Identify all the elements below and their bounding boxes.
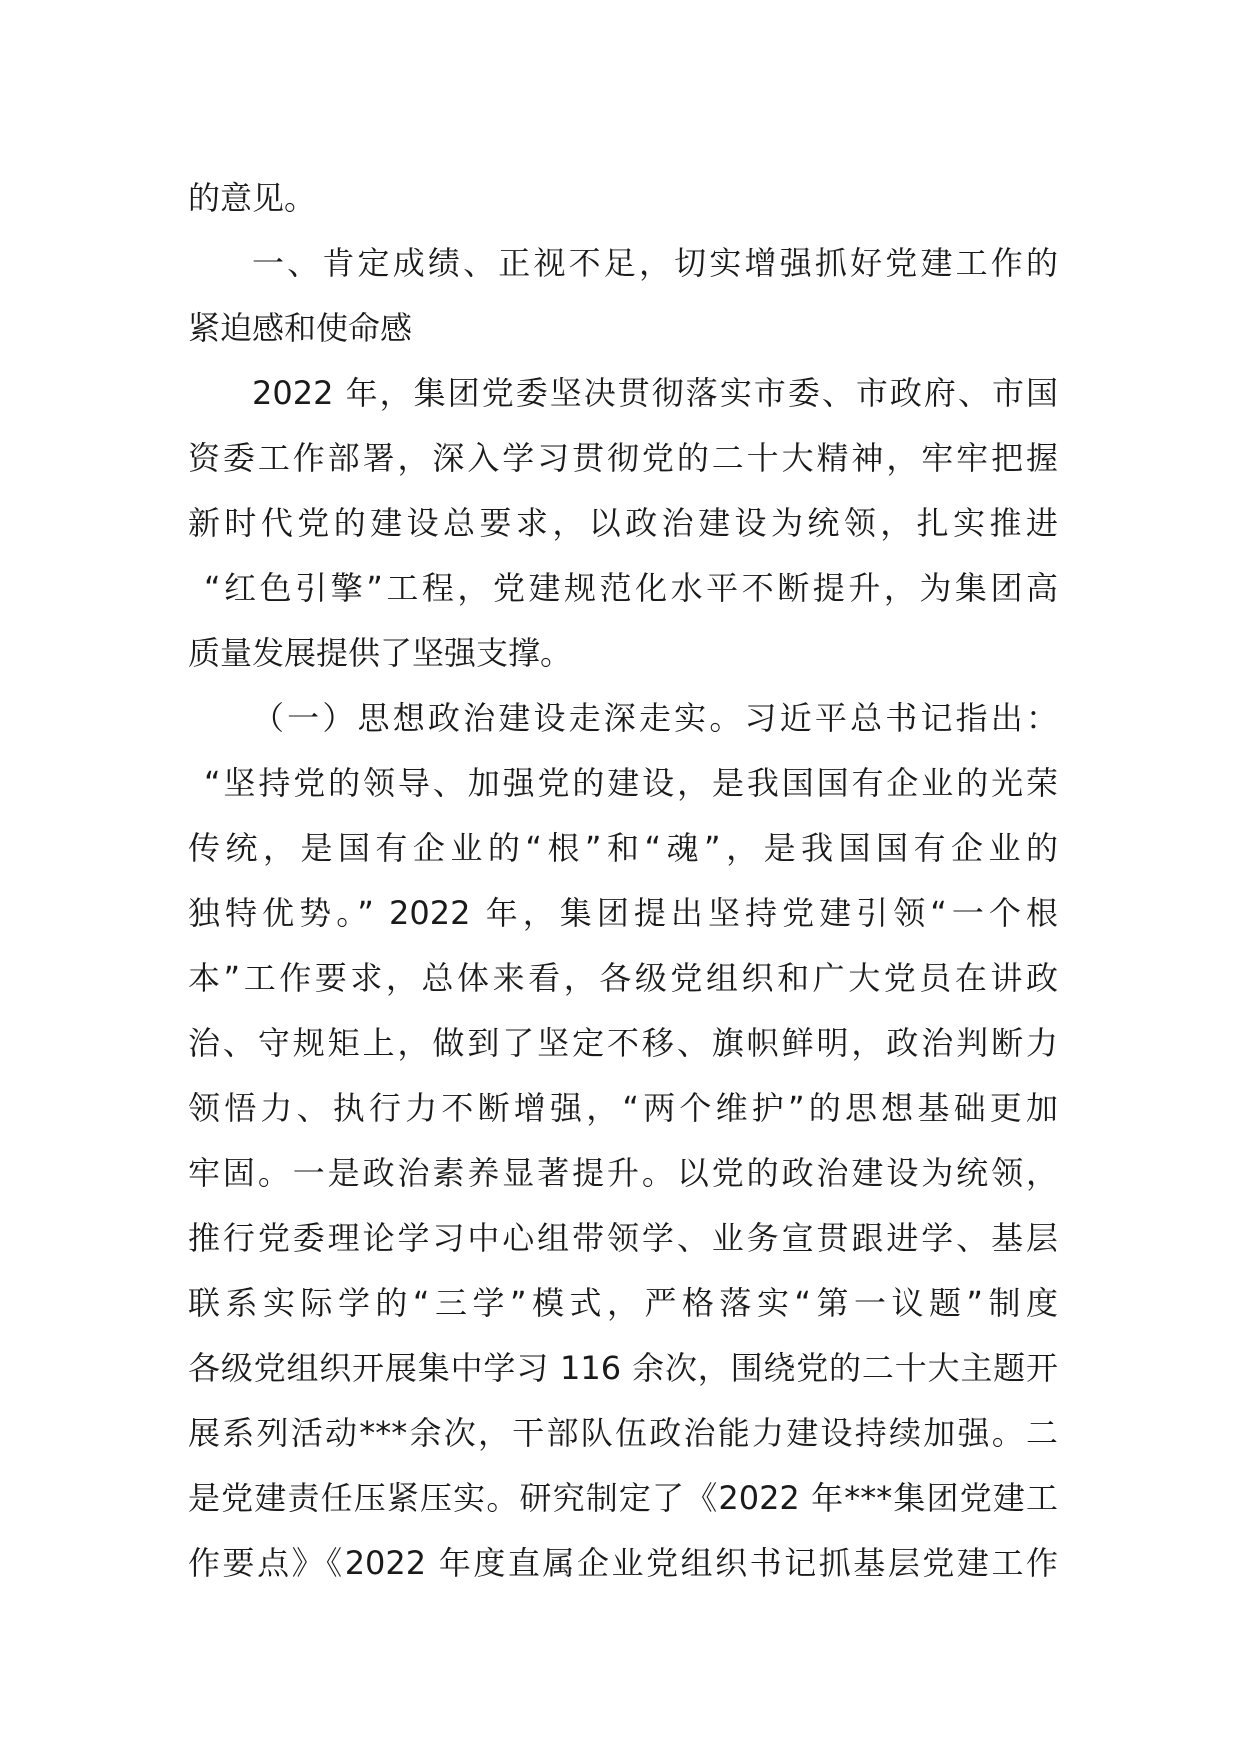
paragraph-text: 各级党组织开展集中学习 116 余次，围绕党的二十大主题开: [188, 1349, 1058, 1387]
subsection-line: [188, 686, 1058, 751]
paragraph-line: [188, 556, 1058, 621]
paragraph-line: [188, 491, 1058, 556]
paragraph-text: 新时代党的建设总要求，以政治建设为统领，扎实推进: [188, 504, 1058, 542]
paragraph-text: 质量发展提供了坚强支撑。: [188, 634, 573, 672]
paragraph-line: [188, 361, 1058, 426]
document-body: [188, 166, 1058, 1596]
section-heading-text: 一、肯定成绩、正视不足，切实增强抓好党建工作的: [252, 244, 1058, 282]
paragraph-text: 联系实际学的“三学”模式，严格落实“第一议题”制度: [188, 1284, 1058, 1322]
subsection-text: （一）思想政治建设走深走实。习近平总书记指出：: [252, 699, 1058, 737]
paragraph-line: [188, 1271, 1058, 1336]
paragraph-line: [188, 1076, 1058, 1141]
paragraph-line: [188, 816, 1058, 881]
paragraph-line: [188, 1206, 1058, 1271]
paragraph-text: 是党建责任压紧压实。研究制定了《2022 年***集团党建工: [188, 1479, 1058, 1517]
paragraph-line: [188, 621, 1058, 686]
paragraph-text: 领悟力、执行力不断增强，“两个维护”的思想基础更加: [188, 1089, 1058, 1127]
paragraph-line: [188, 1336, 1058, 1401]
section-heading-line: [188, 231, 1058, 296]
paragraph-text: 2022 年，集团党委坚决贯彻落实市委、市政府、市国: [252, 374, 1058, 412]
paragraph-text: 资委工作部署，深入学习贯彻党的二十大精神，牢牢把握: [188, 439, 1058, 477]
paragraph-line: [188, 1466, 1058, 1531]
paragraph-text: 治、守规矩上，做到了坚定不移、旗帜鲜明，政治判断力: [188, 1024, 1058, 1062]
paragraph-line: [188, 751, 1058, 816]
section-heading-text: 紧迫感和使命感: [188, 309, 413, 347]
paragraph-text: 牢固。一是政治素养显著提升。以党的政治建设为统领，: [188, 1154, 1058, 1192]
paragraph-text: 传统，是国有企业的“根”和“魂”，是我国国有企业的: [188, 829, 1058, 867]
text-line-content: 的意见。: [188, 179, 317, 217]
paragraph-line: [188, 1141, 1058, 1206]
paragraph-line: [188, 1011, 1058, 1076]
paragraph-line: [188, 426, 1058, 491]
paragraph-text: 推行党委理论学习中心组带领学、业务宣贯跟进学、基层: [188, 1219, 1058, 1257]
paragraph-text: 本”工作要求，总体来看，各级党组织和广大党员在讲政: [188, 959, 1058, 997]
paragraph-text: 独特优势。” 2022 年，集团提出坚持党建引领“一个根: [188, 894, 1058, 932]
text-line: [188, 166, 1058, 231]
paragraph-text: “红色引擎”工程，党建规范化水平不断提升，为集团高: [204, 569, 1058, 607]
paragraph-line: [188, 1401, 1058, 1466]
paragraph-line: [188, 1531, 1058, 1596]
paragraph-text: 作要点》《2022 年度直属企业党组织书记抓基层党建工作: [188, 1544, 1058, 1582]
paragraph-text: “坚持党的领导、加强党的建设，是我国国有企业的光荣: [204, 764, 1058, 802]
paragraph-text: 展系列活动***余次，干部队伍政治能力建设持续加强。二: [188, 1414, 1058, 1452]
section-heading-line: [188, 296, 1058, 361]
paragraph-line: [188, 946, 1058, 1011]
paragraph-line: [188, 881, 1058, 946]
